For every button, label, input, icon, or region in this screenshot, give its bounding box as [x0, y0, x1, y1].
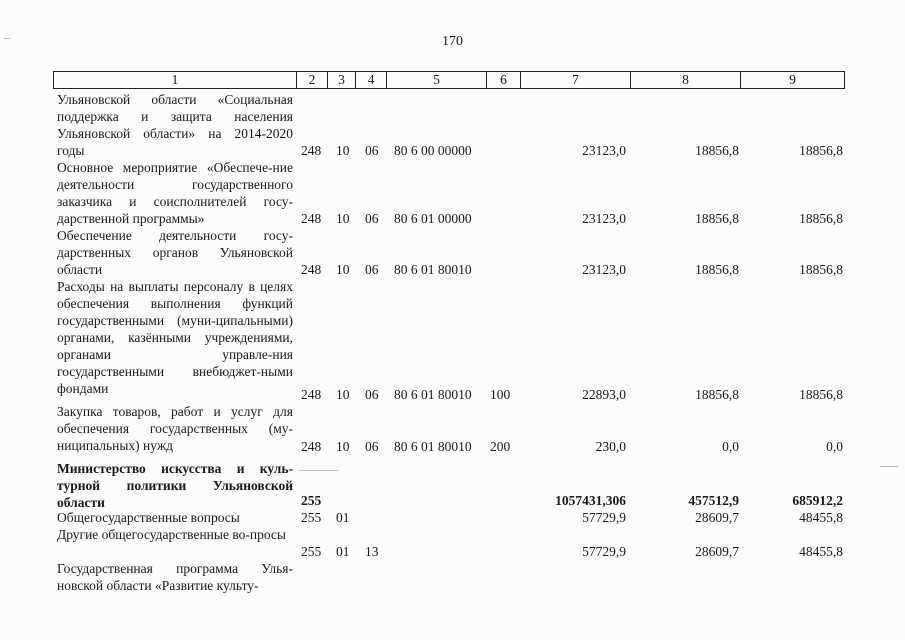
row-description: Государственная программа Улья-новской области «Развитие культу-: [57, 561, 293, 593]
row-description: Основное мероприятие «Обеспече-ние деятельности государственного заказчика и соисполнителей госу-дарственной программы»: [57, 160, 293, 226]
col-5-target: 80 6 01 00000: [394, 211, 472, 226]
col-8-amount: 28609,7: [695, 510, 739, 525]
col-7-amount: 1057431,306: [555, 493, 626, 508]
col-3-section: 10: [336, 439, 350, 454]
col-9-amount: 18856,8: [799, 262, 843, 277]
col-9-amount: 18856,8: [799, 211, 843, 226]
col-9-amount: 685912,2: [792, 493, 843, 508]
table-row: [53, 91, 845, 159]
col-5-target: 80 6 01 80010: [394, 387, 472, 402]
col-4-subsection: 06: [365, 143, 379, 158]
col-4-subsection: 06: [365, 387, 379, 402]
scan-speck: [880, 466, 898, 467]
col-7-amount: 22893,0: [582, 387, 626, 402]
header-col-4: 4: [356, 72, 387, 88]
col-9-amount: 18856,8: [799, 387, 843, 402]
col-5-target: 80 6 01 80010: [394, 439, 472, 454]
col-7-amount: 57729,9: [582, 510, 626, 525]
header-col-1: 1: [54, 72, 297, 88]
col-9-amount: 48455,8: [799, 510, 843, 525]
col-8-amount: 28609,7: [695, 544, 739, 559]
col-2-code: 248: [301, 262, 322, 277]
header-col-5: 5: [387, 72, 487, 88]
col-7-amount: 230,0: [595, 439, 626, 454]
row-description: Закупка товаров, работ и услуг для обеспечения государственных (му-ниципальных) нужд: [57, 404, 293, 453]
col-3-section: 01: [336, 544, 350, 559]
row-description: Общегосударственные вопросы: [57, 510, 240, 525]
col-4-subsection: 06: [365, 211, 379, 226]
col-9-amount: 0,0: [826, 439, 843, 454]
col-7-amount: 23123,0: [582, 143, 626, 158]
col-7-amount: 57729,9: [582, 544, 626, 559]
table-header: [53, 71, 845, 89]
col-3-section: 10: [336, 262, 350, 277]
table-row: [53, 227, 845, 278]
col-2-code: 248: [301, 143, 322, 158]
col-2-code: 248: [301, 211, 322, 226]
page-number: 170: [442, 34, 463, 49]
col-8-amount: 457512,9: [688, 493, 739, 508]
col-8-amount: 18856,8: [695, 262, 739, 277]
row-description: Расходы на выплаты персоналу в целях обеспечения выполнения функций государственными (муни-ципальными) органами, казёнными учреждениями, органами управле-ния государственными внебюджет-ными фондами: [57, 279, 293, 396]
col-3-section: 10: [336, 143, 350, 158]
col-8-amount: 0,0: [722, 439, 739, 454]
table-row: [53, 278, 845, 403]
col-4-subsection: 06: [365, 439, 379, 454]
header-col-2: 2: [297, 72, 328, 88]
col-3-section: 10: [336, 387, 350, 402]
table-row: [53, 159, 845, 227]
col-9-amount: 18856,8: [799, 143, 843, 158]
header-col-7: 7: [521, 72, 631, 88]
table-row: [53, 460, 845, 509]
header-col-3: 3: [328, 72, 356, 88]
col-8-amount: 18856,8: [695, 211, 739, 226]
row-description: Министерство искусства и куль-турной политики Ульяновской области: [57, 461, 293, 510]
col-2-code: 255: [301, 510, 322, 525]
table-row: [53, 526, 845, 560]
col-2-code: 255: [301, 544, 322, 559]
col-3-section: 01: [336, 510, 350, 525]
col-8-amount: 18856,8: [695, 387, 739, 402]
col-7-amount: 23123,0: [582, 211, 626, 226]
col-6-type: 200: [490, 439, 511, 454]
col-5-target: 80 6 01 80010: [394, 262, 472, 277]
col-5-target: 80 6 00 00000: [394, 143, 472, 158]
col-8-amount: 18856,8: [695, 143, 739, 158]
row-description: Ульяновской области «Социальная поддержка и защита населения Ульяновской области» на 2014-2020 годы: [57, 92, 293, 158]
col-6-type: 100: [490, 387, 511, 402]
col-2-code: 248: [301, 439, 322, 454]
header-col-9: 9: [789, 72, 796, 87]
col-9-amount: 48455,8: [799, 544, 843, 559]
scan-speck: [4, 38, 10, 39]
table-row: [53, 509, 845, 526]
table-row: [53, 560, 845, 594]
col-2-code: 248: [301, 387, 322, 402]
row-description: Обеспечение деятельности госу-дарственных органов Ульяновской области: [57, 228, 293, 277]
row-description: Другие общегосударственные во-просы: [57, 527, 286, 542]
col-7-amount: 23123,0: [582, 262, 626, 277]
col-4-subsection: 06: [365, 262, 379, 277]
header-col-6: 6: [487, 72, 521, 88]
col-4-subsection: 13: [365, 544, 379, 559]
header-col-8: 8: [631, 72, 741, 88]
scan-speck: [298, 470, 338, 471]
table-row: [53, 403, 845, 455]
col-3-section: 10: [336, 211, 350, 226]
col-2-code: 255: [301, 493, 322, 508]
